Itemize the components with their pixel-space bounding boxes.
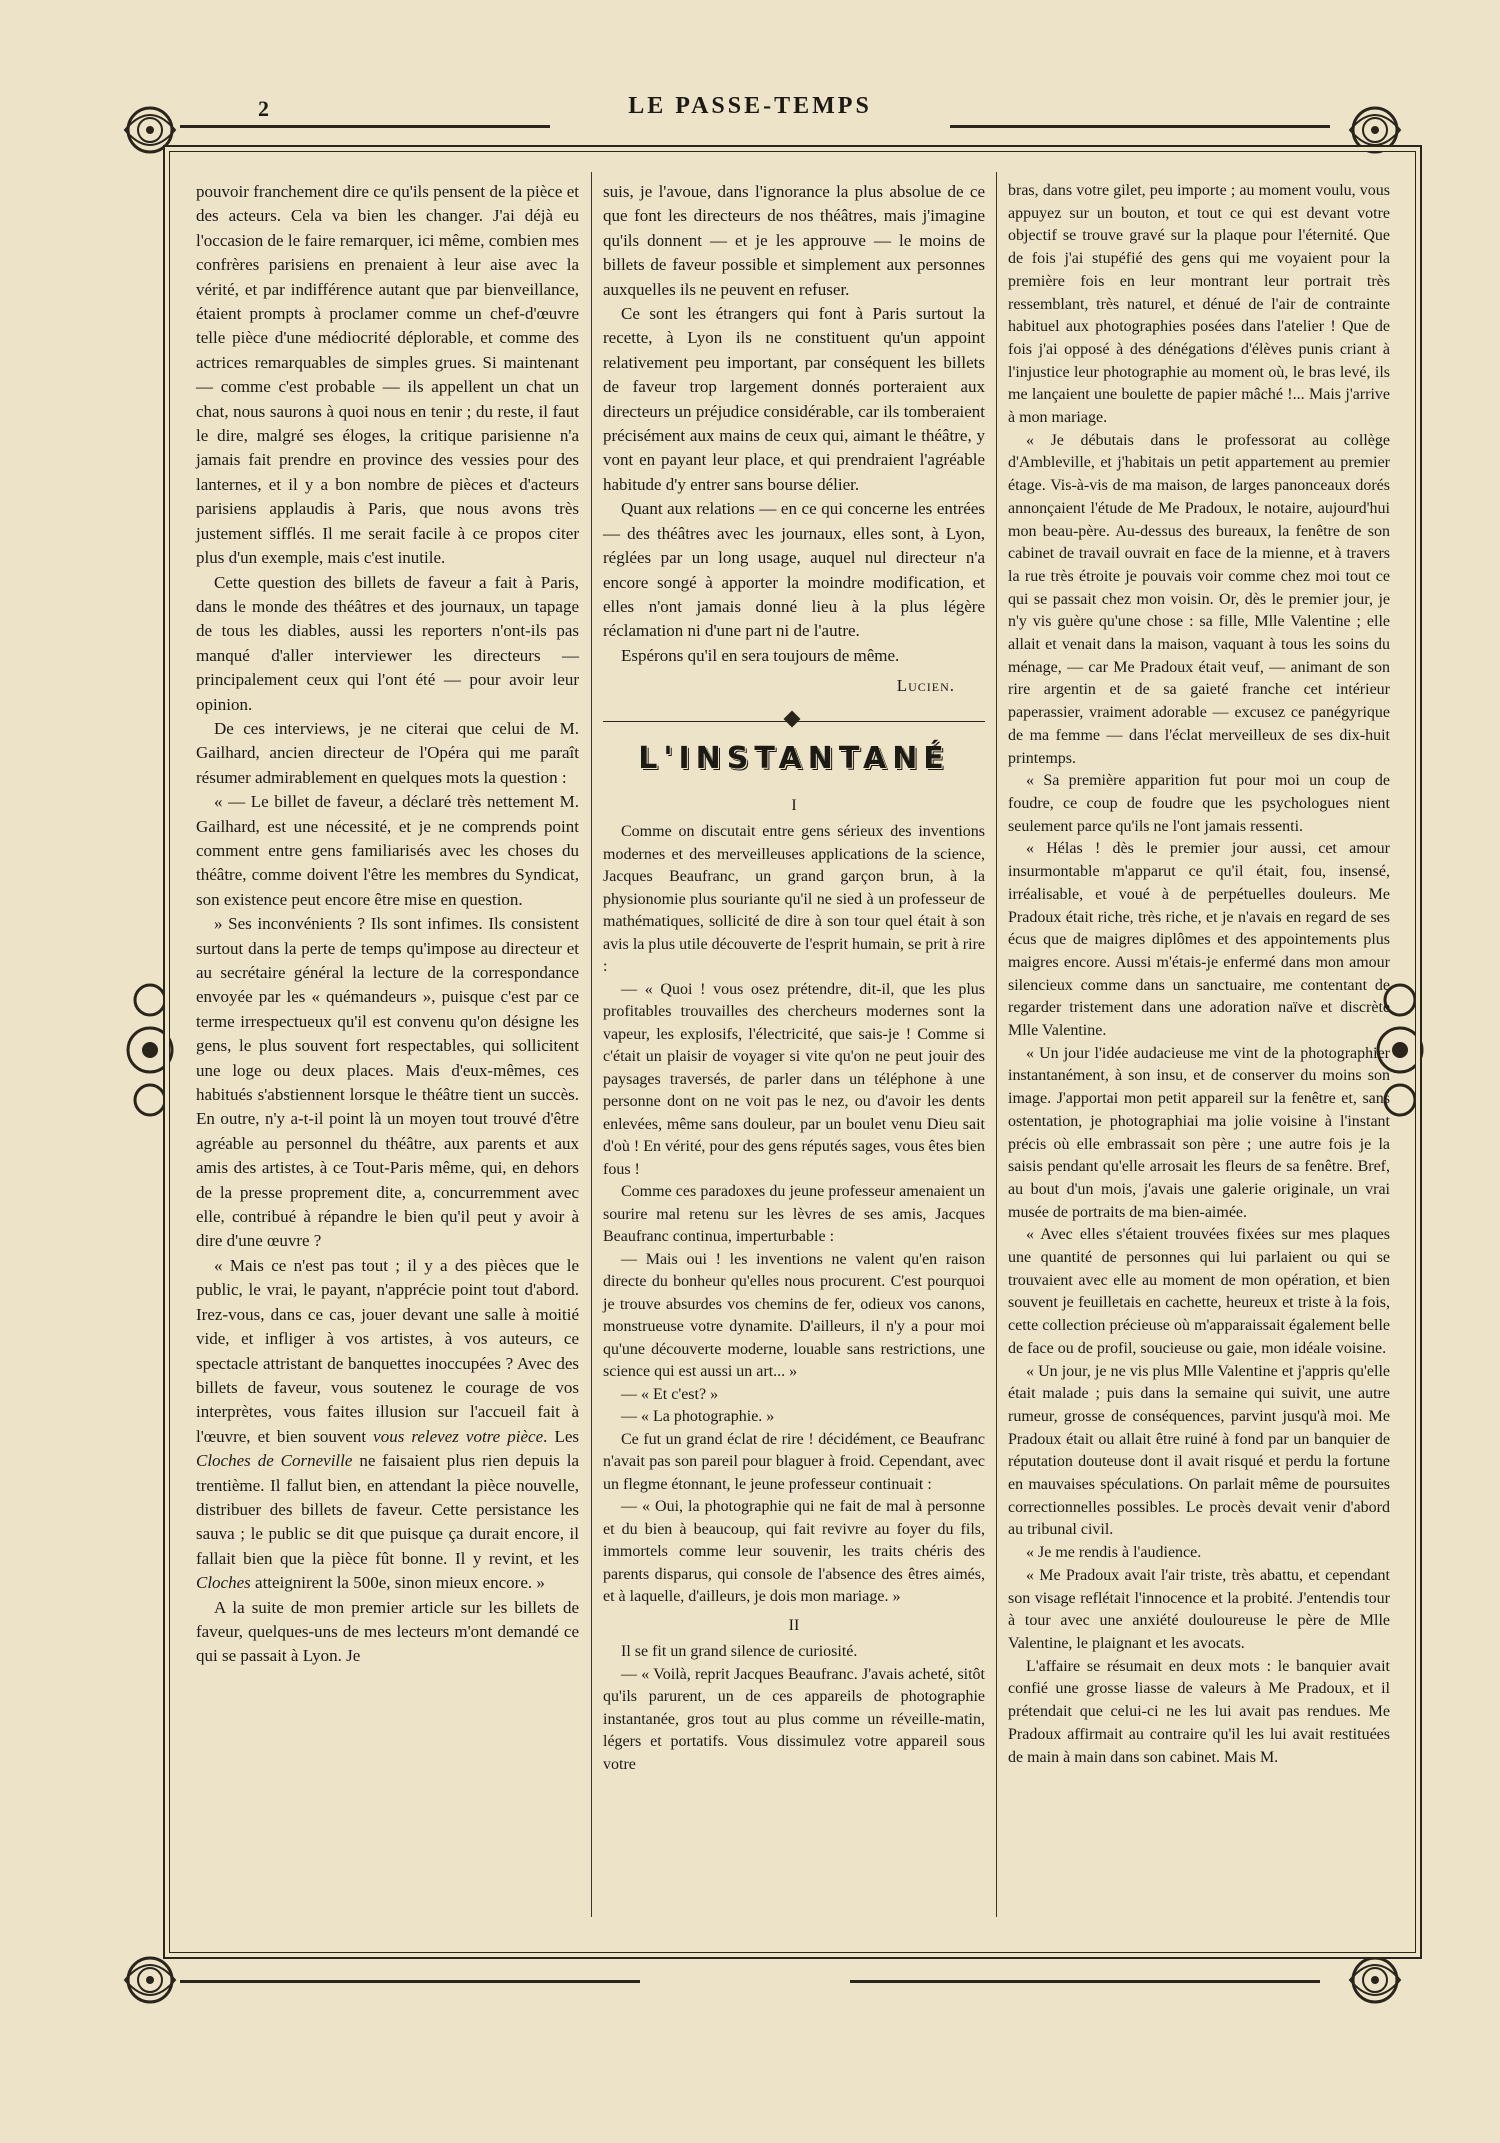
emphasis: Cloches de Corneville [196,1451,353,1471]
paragraph: « Un jour l'idée audacieuse me vint de la photographier instantanément, à son insu, et de conserver du moins son image. J'apportai mon petit appareil sur la fenêtre et, sans ostentation, je photographiai ma jolie voisine à l'instant précis où elle embrassait son père ; une autre fois je la saisis pendant qu'elle arrosait les fleurs de sa fenêtre. Bref, au bout d'un mois, j'avais une galerie originale, un vrai musée de portraits de ma bien-aimée. [1008,1044,1390,1221]
section-number: II [788,1616,800,1634]
paragraph: Comme ces paradoxes du jeune professeur amenaient un sourire mal retenu sur les lèvres de ses amis, Jacques Beaufranc continua, imperturbable : [603,1183,985,1246]
paragraph: » Ses inconvénients ? Ils sont infimes. Ils consistent surtout dans la perte de temps qu'impose au directeur et au secrétaire général la lecture de la correspondance envoyée par les « quémandeurs », puisque c'est par ce terme irrespectueux qu'il est convenu qu'on désigne les gens, le plus souvent fort respectables, qui sollicitent une loge ou deux places. Mais d'eux-mêmes, ces habitués s'abstiennent lorsque le théâtre tient un succès. En outre, n'y a-t-il point là un moyen tout trouvé d'être agréable au personnel du théâtre, aux parents et aux amis des artistes, à ce Tout-Paris même, qui, en dehors de la presse proprement dite, a, concurremment avec elle, contribué à répandre le bien qu'il peut y avoir à dire d'une œuvre ? [196,914,579,1251]
paragraph: « — Le billet de faveur, a déclaré très nettement M. Gailhard, est une nécessité, et je ne comprends point comment entre gens familiarisés avec les choses du théâtre, comme doivent l'être les membres du Syndicat, son existence peut encore être mise en question. [196,792,579,909]
text-run: ne faisaient plus rien depuis la trentième. Il fallut bien, en attendant la pièce nouvelle, distribuer des billets de faveur. Cette persistance les sauva ; le public se dit que puisque ça durait encore, il fallait bien que la pièce fût bonne. Il y revint, et les [196,1451,579,1568]
section-number: I [791,796,797,814]
paragraph: Cette question des billets de faveur a fait à Paris, dans le monde des théâtres et des journaux, un tapage de tous les diables, aussi les reporters n'ont-ils pas manqué d'aller interviewer les directeurs — principalement ceux qui l'ont été — pour avoir leur opinion. [196,572,579,714]
page-number: 2 [258,96,269,121]
top-rule-right [950,125,1330,128]
paragraph: suis, je l'avoue, dans l'ignorance la plus absolue de ce que font les directeurs de nos théâtres, mais j'imagine qu'ils donnent — et je les approuve — le moins de billets de faveur possible et simplement aux personnes auxquelles ils ne peuvent en refuser. [603,182,985,299]
paragraph: — Mais oui ! les inventions ne valent qu'en raison directe du bonheur qu'elles nous procurent. C'est pourquoi je trouve absurdes vos chemins de fer, odieux vos canons, monstrueuse votre dynamite. D'ailleurs, il n'y a pour moi qu'une découverte moderne, louable sans restrictions, une science qui est aussi un art... » [603,1250,985,1381]
column-separator-2 [996,172,997,1917]
paragraph: bras, dans votre gilet, peu importe ; au moment voulu, vous appuyez sur un bouton, et tout ce qui est devant votre objectif se trouve gravé sur la plaque pour l'éternité. Que de fois j'ai stupéfié des gens qui me voyaient pour la première fois en leur montrant leur portrait très ressemblant, très naturel, et dénué de l'air de contrainte habituel aux photographies posées dans l'atelier ! Que de fois j'ai opposé à des dénégations d'élèves punis criant à l'injustice leur photographie au moment où, le bras levé, ils me lançaient une boulette de papier mâché !... Mais j'arrive à mon mariage. [1008,182,1390,427]
bottom-rule-left [180,1980,640,1983]
paragraph: Quant aux relations — en ce qui concerne les entrées — des théâtres avec les journaux, elles sont, à Lyon, réglées par un long usage, auquel nul directeur n'a encore songé à apporter la moindre modification, et elles n'ont jamais donné lieu à la plus légère réclamation ni d'une part ni de l'autre. [603,499,985,641]
section-divider [603,711,985,733]
column-1 [196,180,579,1669]
paragraph: « Un jour, je ne vis plus Mlle Valentine et j'appris qu'elle était malade ; puis dans la semaine qui suivit, une autre rumeur, grosse de conséquences, parvint jusqu'à moi. Me Pradoux était ou allait être ruiné à fond par un banquier de réputation douteuse dont il avait risqué et perdu la fortune en mauvaises spéculations. On parlait même de poursuites correctionnelles possibles. Le procès devait venir d'abord au tribunal civil. [1008,1362,1390,1539]
paragraph: — « Et c'est? » [621,1385,719,1403]
paragraph: « Avec elles s'étaient trouvées fixées sur mes plaques une quantité de personnes qui lui parlaient ou qui se trouvaient avec elle au moment de mon opération, et bien souvent je feuilletais en cachette, heureux et triste à la fois, cette collection précieuse où m'apparaissait également belle de face ou de profil, soucieuse ou gaie, mon idéale voisine. [1008,1226,1390,1357]
column-3 [1008,180,1390,1769]
top-rule-left [180,125,550,128]
bottom-rule-right [850,1980,1320,1983]
paragraph: « Je me rendis à l'audience. [1026,1544,1202,1562]
paragraph: L'affaire se résumait en deux mots : le banquier avait confié une grosse liasse de valeurs à Me Pradoux, et il prétendait que celui-ci ne les lui avait pas rendues. Me Pradoux affirmait au contraire qu'il les lui avait restituées de main à main dans son cabinet. Mais M. [1008,1657,1390,1766]
column-separator-1 [591,172,592,1917]
paragraph: Comme on discutait entre gens sérieux des inventions modernes et des merveilleuses applications de la science, Jacques Beaufranc, un grand garçon brun, à la physionomie plus souriante qu'il ne sied à un professeur de mathématiques, sollicité de dire à son tour quel était à son avis la plus utile découverte de l'esprit humain, se prit à rire : [603,823,985,976]
paragraph: — « Quoi ! vous osez prétendre, dit-il, que les plus profitables trouvailles des chercheurs modernes sont la vapeur, les explosifs, l'électricité, que sais-je ! Comme si c'était un plaisir de voyager si vite qu'on ne peut jouir des paysages traversés, de parler dans un téléphone à une personne dont on ne voit pas le nez, ou d'avoir les dents enlevées, même sans douleur, par un boulet venu Dieu sait d'où ! En vérité, pour des gens réputés sages, vous êtes bien fous ! [603,980,985,1178]
paragraph: Il se fit un grand silence de curiosité. [621,1643,858,1661]
text-run: « Mais ce n'est pas tout ; il y a des pièces que le public, le vrai, le payant, n'apprécie point tout d'abord. Irez-vous, dans ce cas, jouer devant une salle à moitié vide, et infliger à vos artistes, à vos auteurs, ce spectacle attristant de banquettes inoccupées ? Avec des billets de faveur, vous soutenez le courage de vos interprètes, vous faites illusion sur l'accueil fait à l'œuvre, et bien souvent [196,1255,579,1446]
text-run: . Les [543,1426,579,1446]
paragraph: Ce sont les étrangers qui font à Paris surtout la recette, à Lyon ils ne constituent qu'un appoint relativement peu important, par conséquent les billets de faveur trop largement donnés porteraient aux directeurs un préjudice considérable, car ils tomberaient précisément aux mains de ceux qui, aimant le théâtre, y vont en payant leur place, et qui prendraient l'agréable habitude d'y entrer sans bourse délier. [603,304,985,494]
text-run: atteignirent la 500e, sinon mieux encore. » [250,1573,545,1593]
paragraph: « Hélas ! dès le premier jour aussi, cet amour insurmontable m'apparut ce qu'il était, fou, insensé, irréalisable, et voué à de perpétuelles douleurs. Me Pradoux était riche, très riche, et je n'avais en regard de ses écus que de maigres diplômes et des appointements plus maigres encore. Aussi m'étais-je enfermé dans mon amour silencieux comme dans un sanctuaire, me contentant de regarder tristement dans une adoration naïve et discrète Mlle Valentine. [1008,840,1390,1040]
paragraph: — « La photographie. » [621,1408,775,1426]
paragraph: « Sa première apparition fut pour moi un coup de foudre, ce coup de foudre que les psychologues nient seulement parce qu'ils ne l'ont jamais ressenti. [1008,772,1390,835]
signature: Lucien. [896,676,955,696]
paragraph: Ce fut un grand éclat de rire ! décidément, ce Beaufranc n'avait pas son pareil pour blaguer à froid. Cependant, avec un flegme étonnant, le jeune professeur continuait : [603,1430,985,1493]
paragraph: A la suite de mon premier article sur les billets de faveur, quelques-uns de mes lecteurs m'ont demandé ce qui se passait à Lyon. Je [196,1597,579,1666]
story-body [603,795,985,1777]
paragraph: — « Voilà, reprit Jacques Beaufranc. J'avais acheté, sitôt qu'ils parurent, un de ces appareils de photographie instantanée, gros tout au plus comme un réveille-matin, légers et portatifs. Vous dissimulez votre appareil sous votre [603,1665,985,1773]
paragraph: pouvoir franchement dire ce qu'ils pensent de la pièce et des acteurs. Cela va bien les changer. J'ai déjà eu l'occasion de le faire remarquer, ici même, combien mes confrères parisiens en prenaient à leur aise avec la vérité, et par indifférence autant que par bienveillance, étaient prompts à proclamer comme un chef-d'œuvre telle pièce d'une médiocrité déplorable, et comme des actrices remarquables de simples grues. Si maintenant — comme c'est probable — ils appellent un chat un chat, nous saurons à quoi nous en tenir ; du reste, il faut le dire, malgré ses éloges, la critique parisienne n'a jamais fait prendre en province des vessies pour des lanternes, et il y a bon nombre de pièces et d'acteurs parisiens applaudis à Paris, que nous avons très justement sifflés. Il me serait facile à ce propos citer plus d'un exemple, mais c'est inutile. [196,182,579,568]
column-2 [603,180,985,1776]
paragraph: « Je débutais dans le professorat au collège d'Ambleville, et j'habitais un petit appartement au premier étage. Vis-à-vis de ma maison, de larges panonceaux dorés annonçaient l'étude de Me Pradoux, le notaire, aujourd'hui mon beau-père. Au-dessus des bureaux, la fenêtre de son cabinet de travail ouvrait en face de la mienne, et à travers la rue très étroite je pouvais voir comme chez moi tout ce qui se passait chez mon voisin. Or, dès le premier jour, je n'y vis guère qu'une chose : sa fille, Mlle Valentine ; elle allait et venait dans la maison, vaquant à tous les soins du ménage, — car Me Pradoux était veuf, — animant de son rire argentin et de sa gaieté franche cet intérieur paperassier, vraiment adorable — excusez ce panégyrique de ma femme — dans l'éclat merveilleux de ses dix-huit printemps. [1008,431,1390,767]
paragraph: « Me Pradoux avait l'air triste, très abattu, et cependant son visage reflétait l'innocence et la probité. J'entendis tour à tour avec une anxiété douloureuse le père de Mlle Valentine, le plaignant et les avocats. [1008,1566,1390,1652]
paragraph [196,1254,579,1596]
masthead-title: LE PASSE-TEMPS [628,93,872,119]
emphasis: vous relevez votre pièce [373,1426,544,1446]
paragraph: Espérons qu'il en sera toujours de même. [621,645,900,665]
paragraph: De ces interviews, je ne citerai que celui de M. Gailhard, ancien directeur de l'Opéra qui me paraît résumer admirablement en quelques mots la question : [196,718,579,787]
paragraph: — « Oui, la photographie qui ne fait de mal à personne et du bien à beaucoup, qui fait revivre au foyer du fils, immortels comme leur souvenir, les traits chéris des parents disparus, qui console de l'absence des êtres aimés, et à laquelle, d'ailleurs, je dois mon mariage. » [603,1498,985,1606]
article-headline: L'INSTANTANÉ [638,740,950,776]
emphasis: Cloches [196,1573,251,1593]
